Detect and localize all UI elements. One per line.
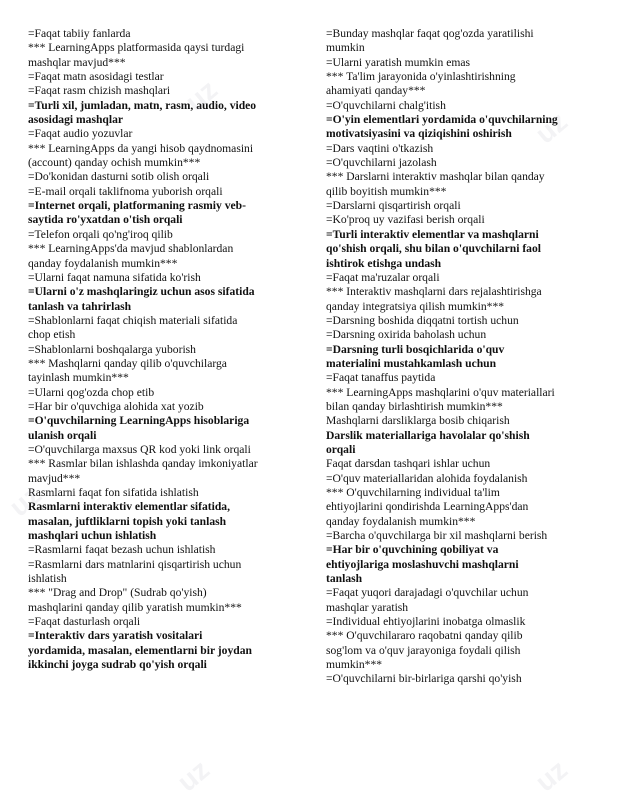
text-line: =O'quvchilarni jazolash [326, 156, 437, 170]
text-line: =Faqat tabiiy fanlarda [28, 27, 131, 40]
text-line: *** O'quvchilarning individual ta'lim [326, 486, 500, 499]
text-line: =Darslarni qisqartirish orqali [326, 199, 461, 213]
text-line: mavjud*** [28, 471, 81, 485]
text-line: chop etish [28, 328, 76, 342]
text-line: =Faqat matn asosidagi testlar [28, 70, 164, 84]
text-line: =Shablonlarni faqat chiqish materiali sifatida [28, 313, 238, 327]
watermark: uz [3, 478, 48, 523]
text-line: =Ularni yaratish mumkin emas [326, 55, 471, 69]
text-line: *** Darslarni interaktiv mashqlar bilan qanday [326, 170, 545, 184]
answer-correct-line: =O'quvchilarning LearningApps hisoblariga [28, 414, 250, 428]
answer-correct-line: Rasmlarni interaktiv elementlar sifatida, [28, 500, 231, 514]
text-line: =Ko'proq uy vazifasi berish orqali [326, 213, 485, 227]
text-line: =Ularni faqat namuna sifatida ko'rish [28, 270, 201, 284]
text-line: Faqat darsdan tashqari ishlar uchun [326, 457, 491, 471]
text-line: =Shablonlarni boshqalarga yuborish [28, 342, 196, 356]
answer-correct-line: orqali [326, 442, 356, 456]
text-line: Mashqlarni darsliklarga bosib chiqarish [326, 414, 510, 428]
answer-correct-line: masalan, juftliklarni topish yoki tanlash [28, 514, 227, 528]
text-line: *** "Drag and Drop" (Sudrab qo'yish) [28, 586, 207, 600]
text-line: =Rasmlarni faqat bezash uchun ishlatish [28, 543, 216, 557]
text-line: ishlatish [28, 572, 67, 586]
text-line: =Faqat dasturlash orqali [28, 615, 141, 629]
text-line: mashqlar mavjud*** [28, 55, 126, 69]
text-line: *** LearningApps'da mavjud shablonlardan [28, 242, 234, 256]
text-line: =Barcha o'quvchilarga bir xil mashqlarni berish [326, 529, 548, 543]
text-line: qanday integratsiya qilish mumkin*** [326, 299, 505, 313]
text-line: =Rasmlarni dars matnlarini qisqartirish uchun [28, 557, 242, 571]
text-line: sog'lom va o'quv jarayoniga foydali qilish [326, 643, 521, 657]
text-line: =Faqat yuqori darajadagi o'quvchilar uchun [326, 586, 529, 600]
text-line: =O'quvchilarga maxsus QR kod yoki link orqali [28, 442, 251, 456]
answer-correct-line: Darslik materiallariga havolalar qo'shish [326, 428, 530, 442]
answer-correct-line: yordamida, masalan, elementlarni bir joydan [28, 643, 252, 657]
answer-correct-line: ehtiyojlariga moslashuvchi mashqlarni [326, 557, 519, 571]
answer-correct-line: tanlash va tahrirlash [28, 299, 132, 313]
answer-correct-line: =O'yin elementlari yordamida o'quvchilarning [326, 113, 558, 127]
text-line: =E-mail orqali taklifnoma yuborish orqali [28, 184, 223, 198]
text-line: qanday foydalanish mumkin*** [28, 256, 178, 270]
text-line: =Faqat rasm chizish mashqlari [28, 84, 171, 98]
text-line: *** O'quvchilararo raqobatni qanday qilib [326, 629, 523, 643]
answer-correct-line: =Darsning turli bosqichlarida o'quv [326, 342, 505, 356]
text-line: =Dars vaqtini o'tkazish [326, 141, 434, 155]
right-column [326, 27, 594, 687]
text-line: *** Rasmlar bilan ishlashda qanday imkoniyatlar [28, 457, 258, 471]
text-line: =Darsning boshida diqqatni tortish uchun [326, 313, 519, 327]
text-line: mumkin*** [326, 658, 383, 672]
answer-correct-line: tanlash [326, 572, 363, 586]
text-line: =Telefon orqali qo'ng'iroq qilib [28, 227, 173, 241]
answer-correct-line: ishtirok etishga undash [326, 256, 442, 270]
answer-correct-line: motivatsiyasini va qiziqishini oshirish [326, 127, 512, 141]
text-line: =Faqat audio yozuvlar [28, 127, 133, 141]
answer-correct-line: qo'shish orqali, shu bilan o'quvchilarni faol [326, 242, 541, 256]
text-line: *** LearningApps mashqlarini o'quv materiallari [326, 385, 555, 399]
text-line: =O'quvchilarni bir-birlariga qarshi qo'yish [326, 672, 522, 686]
answer-correct-line: ulanish orqali [28, 428, 97, 442]
text-line: =O'quv materiallaridan alohida foydalanish [326, 471, 528, 485]
left-column [28, 27, 310, 672]
text-line: =Faqat tanaffus paytida [326, 371, 436, 385]
answer-correct-line: =Interaktiv dars yaratish vositalari [28, 629, 203, 643]
text-line: *** Mashqlarni qanday qilib o'quvchilarga [28, 356, 227, 370]
text-line: Rasmlarni faqat fon sifatida ishlatish [28, 486, 199, 499]
text-line: qanday foydalanish mumkin*** [326, 514, 476, 528]
answer-correct-line: =Har bir o'quvchining qobiliyat va [326, 543, 499, 557]
text-line: *** LearningApps da yangi hisob qaydnomasini [28, 141, 254, 155]
text-line: *** LearningApps platformasida qaysi turdagi [28, 41, 245, 55]
answer-correct-line: =Internet orqali, platformaning rasmiy veb- [28, 199, 246, 213]
watermark: uz [529, 105, 574, 150]
answer-correct-line: saytida ro'yxatdan o'tish orqali [28, 213, 183, 227]
text-line: mashqlarini qanday qilib yaratish mumkin*** [28, 600, 242, 614]
text-line: mumkin [326, 41, 365, 55]
text-line: =Har bir o'quvchiga alohida xat yozib [28, 399, 204, 413]
text-line: bilan qanday birlashtirish mumkin*** [326, 399, 503, 413]
text-line: (account) qanday ochish mumkin*** [28, 156, 201, 170]
text-line: =Bunday mashqlar faqat qog'ozda yaratilishi [326, 27, 534, 40]
watermark: uz [171, 753, 216, 798]
text-line: =Ularni qog'ozda chop etib [28, 385, 155, 399]
answer-correct-line: =Turli xil, jumladan, matn, rasm, audio, video [28, 98, 257, 112]
text-line: mashqlar yaratish [326, 600, 409, 614]
answer-correct-line: mashqlari uchun ishlatish [28, 529, 157, 543]
answer-correct-line: =Turli interaktiv elementlar va mashqlarni [326, 227, 539, 241]
text-line: =Faqat ma'ruzalar orqali [326, 270, 440, 284]
answer-correct-line: asosidagi mashqlar [28, 113, 124, 127]
answer-correct-line: =Ularni o'z mashqlaringiz uchun asos sifatida [28, 285, 255, 299]
answer-correct-line: ikkinchi joyga sudrab qo'yish orqali [28, 658, 207, 672]
watermark: uz [529, 753, 574, 798]
text-line: =O'quvchilarni chalg'itish [326, 98, 446, 112]
text-line: =Individual ehtiyojlarini inobatga olmaslik [326, 615, 526, 629]
text-line: qilib boyitish mumkin*** [326, 184, 447, 198]
text-line: *** Interaktiv mashqlarni dars rejalashtirishga [326, 285, 542, 299]
watermark: uz [179, 73, 224, 118]
text-line: ehtiyojlarini qondirishda LearningApps'dan [326, 500, 529, 514]
answer-correct-line: materialini mustahkamlash uchun [326, 356, 497, 370]
text-line: =Do'konidan dasturni sotib olish orqali [28, 170, 210, 184]
text-line: *** Ta'lim jarayonida o'yinlashtirishning [326, 70, 516, 84]
text-line: ahamiyati qanday*** [326, 84, 426, 98]
text-line: =Darsning oxirida baholash uchun [326, 328, 487, 342]
text-line: tayinlash mumkin*** [28, 371, 129, 385]
